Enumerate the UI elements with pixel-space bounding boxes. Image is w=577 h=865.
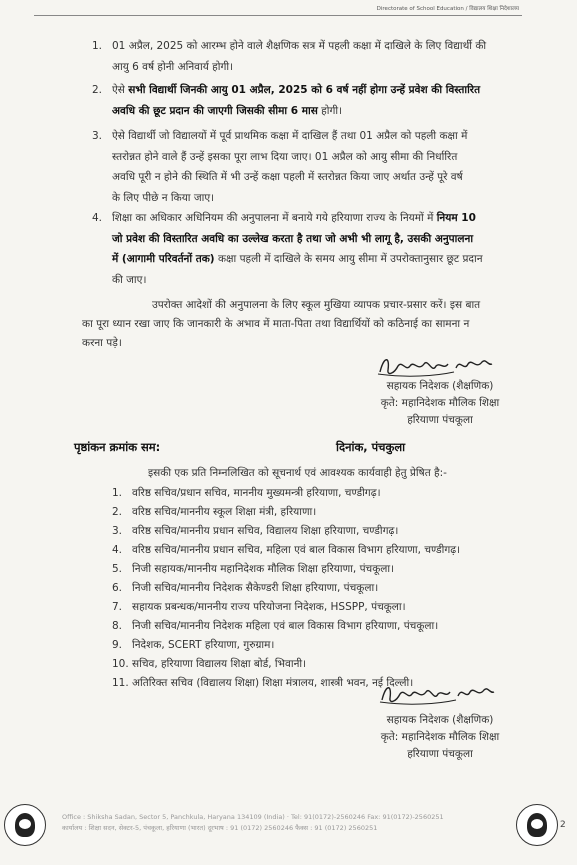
recipient-text: सचिव, हरियाणा विद्यालय शिक्षा बोर्ड, भिवानी। xyxy=(132,658,307,670)
closing-line: का पूरा ध्यान रखा जाए कि जानकारी के अभाव में माता-पिता तथा विद्यार्थियों को कठिनाई का सामना न xyxy=(82,318,470,330)
paragraph-line xyxy=(112,57,532,78)
text-run: शिक्षा का अधिकार अधिनियम की अनुपालना में बनाये गये हरियाणा राज्य के नियमों में xyxy=(112,212,437,224)
paragraph-line xyxy=(112,101,532,122)
text-run: अवधि पूरी न होने की स्थिति में भी उन्हें कक्षा पहली में स्तरोन्नत किया जाए अर्थात उन्हें पूरे वर्ष xyxy=(112,171,463,183)
bold-text-run: नियम 10 xyxy=(436,212,476,224)
recipient-item xyxy=(112,598,460,617)
paragraph-1 xyxy=(92,36,532,77)
text-run: स्तरोन्नत होने वाले हैं उन्हें इसका पूरा लाभ दिया जाए। 01 अप्रैल को आयु सीमा की निर्धारित xyxy=(112,150,458,163)
paragraph-line xyxy=(112,229,532,250)
paragraph-line xyxy=(112,80,532,101)
recipient-item xyxy=(112,579,460,598)
recipient-item xyxy=(112,484,460,503)
copy-to-intro: इसकी एक प्रति निम्नलिखित को सूचनार्थ एवं आवश्यक कार्यवाही हेतु प्रेषित है:- xyxy=(148,467,447,479)
closing-paragraph xyxy=(82,296,537,353)
page-number: 2 xyxy=(560,820,566,830)
signatory-place: हरियाणा पंचकूला xyxy=(407,748,473,760)
recipient-number: 7. xyxy=(112,601,123,613)
text-run: आयु 6 वर्ष होनी अनिवार्य होगी। xyxy=(112,60,234,73)
recipient-text: निजी सचिव/माननीय निदेशक सैकेण्डरी शिक्षा हरियाणा, पंचकूला। xyxy=(132,582,379,594)
paragraph-4 xyxy=(92,208,532,290)
closing-line: करना पड़े। xyxy=(82,337,122,349)
signatory-designation: सहायक निदेशक (शैक्षणिक) xyxy=(386,714,494,726)
recipient-item xyxy=(112,503,460,522)
recipient-text: वरिष्ठ सचिव/माननीय प्रधान सचिव, महिला एवं बाल विकास विभाग हरियाणा, चण्डीगढ़। xyxy=(132,544,461,556)
paragraph-line xyxy=(112,249,532,270)
paragraph-number: 1. xyxy=(92,40,103,52)
text-run: ऐसे विद्यार्थी जो विद्यालयों में पूर्व प्राथमिक कक्षा में दाखिल हैं तथा 01 अप्रैल को पहली कक्षा में xyxy=(112,130,468,142)
paragraph-number: 3. xyxy=(92,130,103,142)
recipient-number: 2. xyxy=(112,506,123,518)
paragraph-3 xyxy=(92,126,532,208)
paragraph-number: 2. xyxy=(92,84,103,96)
recipient-text: वरिष्ठ सचिव/माननीय प्रधान सचिव, विद्यालय शिक्षा हरियाणा, चण्डीगढ़। xyxy=(132,525,399,537)
recipient-number: 8. xyxy=(112,620,123,632)
footer-address-hindi: कार्यालय : शिक्षा सदन, सेक्टर-5, पंचकूला, हरियाणा (भारत) दूरभाष : 91 (0172) 2560246 फैक्स : 91 (0172) 2560251 xyxy=(62,824,378,832)
bold-text-run: सभी विद्यार्थी जिनकी आयु 01 अप्रैल, 2025 को 6 वर्ष नहीं होगा उन्हें प्रवेश की विस्तारित xyxy=(128,84,481,96)
header-rule xyxy=(34,15,522,16)
text-run: होगी। xyxy=(317,104,343,117)
education-dept-logo-icon xyxy=(516,804,558,846)
paragraph-line xyxy=(112,188,532,209)
recipient-number: 6. xyxy=(112,582,123,594)
recipient-item xyxy=(112,655,460,674)
recipient-number: 5. xyxy=(112,563,123,575)
endorsement-number: पृष्ठांकन क्रमांक सम: xyxy=(74,440,161,454)
paragraph-line xyxy=(112,208,532,229)
recipient-number: 9. xyxy=(112,639,123,651)
recipient-text: वरिष्ठ सचिव/माननीय स्कूल शिक्षा मंत्री, हरियाणा। xyxy=(132,506,317,518)
signature-block xyxy=(340,378,540,429)
paragraph-number: 4. xyxy=(92,212,103,224)
footer-address-english: Office : Shiksha Sadan, Sector 5, Panchkula, Haryana 134109 (India) · Tel: 91(0172)-2560246 Fax: 91(0172)-2560251 xyxy=(62,813,444,821)
bold-text-run: जो प्रवेश की विस्तारित अवधि का उल्लेख करता है तथा जो अभी भी लागू है, उसकी अनुपालना xyxy=(112,232,474,245)
recipient-number: 4. xyxy=(112,544,123,556)
recipient-text: अतिरिक्त सचिव (विद्यालय शिक्षा) शिक्षा मंत्रालय, शास्त्री भवन, नई दिल्ली। xyxy=(132,677,414,689)
text-run: कक्षा पहली में दाखिले के समय आयु सीमा में उपरोक्तानुसार छूट प्रदान xyxy=(214,253,483,265)
paragraph-line xyxy=(112,126,532,147)
text-run: 01 अप्रैल, 2025 को आरम्भ होने वाले शैक्षणिक सत्र में पहली कक्षा में दाखिले के लिए विद्यार्थी की xyxy=(112,40,487,52)
recipient-text: निदेशक, SCERT हरियाणा, गुरुग्राम। xyxy=(132,639,275,651)
signatory-for-line: कृते: महानिदेशक मौलिक शिक्षा xyxy=(380,731,500,743)
text-run: की जाए। xyxy=(112,273,147,286)
signatory-for-line: कृते: महानिदेशक मौलिक शिक्षा xyxy=(380,397,500,409)
recipient-text: निजी सहायक/माननीय महानिदेशक मौलिक शिक्षा हरियाणा, पंचकूला। xyxy=(132,563,395,575)
paragraph-line xyxy=(112,167,532,188)
recipient-item xyxy=(112,617,460,636)
recipient-item xyxy=(112,541,460,560)
recipient-text: सहायक प्रबन्धक/माननीय राज्य परियोजना निदेशक, HSSPP, पंचकूला। xyxy=(132,601,406,613)
text-run: ऐसे xyxy=(112,84,129,96)
bold-text-run: में (आगामी परिवर्तनों तक) xyxy=(112,253,215,265)
recipient-list xyxy=(112,484,460,693)
recipient-text: वरिष्ठ सचिव/प्रधान सचिव, माननीय मुख्यमन्त्री हरियाणा, चण्डीगढ़। xyxy=(132,487,381,499)
paragraph-line xyxy=(112,36,532,57)
recipient-item xyxy=(112,636,460,655)
signature-scribble xyxy=(378,680,496,708)
endorsement-date: दिनांक, पंचकुला xyxy=(336,440,406,454)
recipient-text: निजी सचिव/माननीय निदेशक महिला एवं बाल विकास विभाग हरियाणा, पंचकूला। xyxy=(132,620,439,632)
letterhead-header: Directorate of School Education / विद्यालय शिक्षा निदेशालय xyxy=(376,6,519,12)
haryana-emblem-icon xyxy=(4,804,46,846)
recipient-number: 11. xyxy=(112,677,129,689)
text-run: के लिए पीछे न किया जाए। xyxy=(112,191,215,204)
signatory-place: हरियाणा पंचकूला xyxy=(407,414,473,426)
paragraph-line xyxy=(112,270,532,291)
recipient-number: 3. xyxy=(112,525,123,537)
recipient-item xyxy=(112,522,460,541)
bold-text-run: अवधि की छूट प्रदान की जाएगी जिसकी सीमा 6 मास xyxy=(112,104,318,117)
signatory-designation: सहायक निदेशक (शैक्षणिक) xyxy=(386,380,494,392)
recipient-number: 1. xyxy=(112,487,123,499)
signature-scribble xyxy=(376,352,494,380)
recipient-number: 10. xyxy=(112,658,129,670)
paragraph-line xyxy=(112,147,532,168)
paragraph-2 xyxy=(92,80,532,121)
recipient-item xyxy=(112,560,460,579)
signature-block xyxy=(340,712,540,763)
closing-line: उपरोक्त आदेशों की अनुपालना के लिए स्कूल मुखिया व्यापक प्रचार-प्रसार करें। इस बात xyxy=(152,299,481,311)
